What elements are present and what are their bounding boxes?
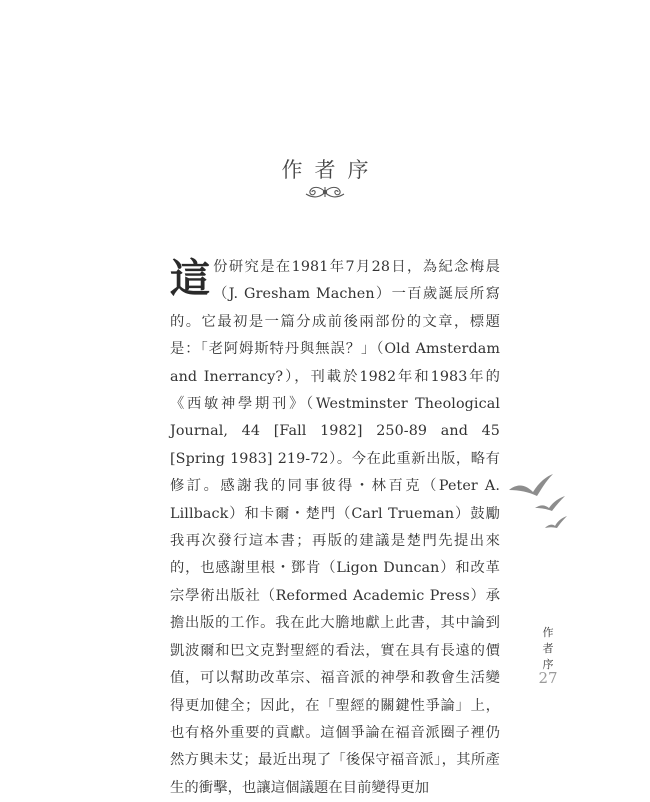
flying-birds-icon — [505, 470, 575, 532]
flourish-ornament-icon — [302, 182, 348, 202]
page-number: 27 — [538, 669, 558, 687]
drop-cap: 這 — [170, 255, 211, 302]
running-head: 作者序 — [542, 626, 554, 671]
body-text — [170, 254, 500, 802]
paragraph-text: 份研究是在1981年7月28日，為紀念梅晨（J. Gresham Machen）一百歲誕辰所寫的。它最初是一篇分成前後兩部份的文章，標題是：「老阿姆斯特丹與無誤？」（Old Amsterdam and Inerrancy?），刊載於1982年和1983年的《西敏神學期刊》（Westminster Theological Journal, 44 [Fall 1982] 250-89 and 45 [Spring 1983] 219-72）。今在此重新出版，略有修訂。感謝我的同事彼得・林百克（Peter A. Lillback）和卡爾・楚門（Carl Trueman）鼓勵我再次發行這本書；再版的建議是楚門先提出來的，也感謝里根・鄧肯（Ligon Duncan）和改革宗學術出版社（Reformed Academic Press）承擔出版的工作。我在此大膽地獻上此書，其中論到凱波爾和巴文克對聖經的看法，實在具有長遠的價值，可以幫助改革宗、福音派的神學和教會生活變得更加健全；因此，在「聖經的關鍵性爭論」上，也有格外重要的貢獻。這個爭論在福音派圈子裡仍然方興未艾；最近出現了「後保守福音派」，其所產生的衝擊，也讓這個議題在目前變得更加 — [170, 259, 500, 796]
chapter-title: 作者序 — [281, 158, 381, 182]
paragraph — [170, 254, 500, 802]
